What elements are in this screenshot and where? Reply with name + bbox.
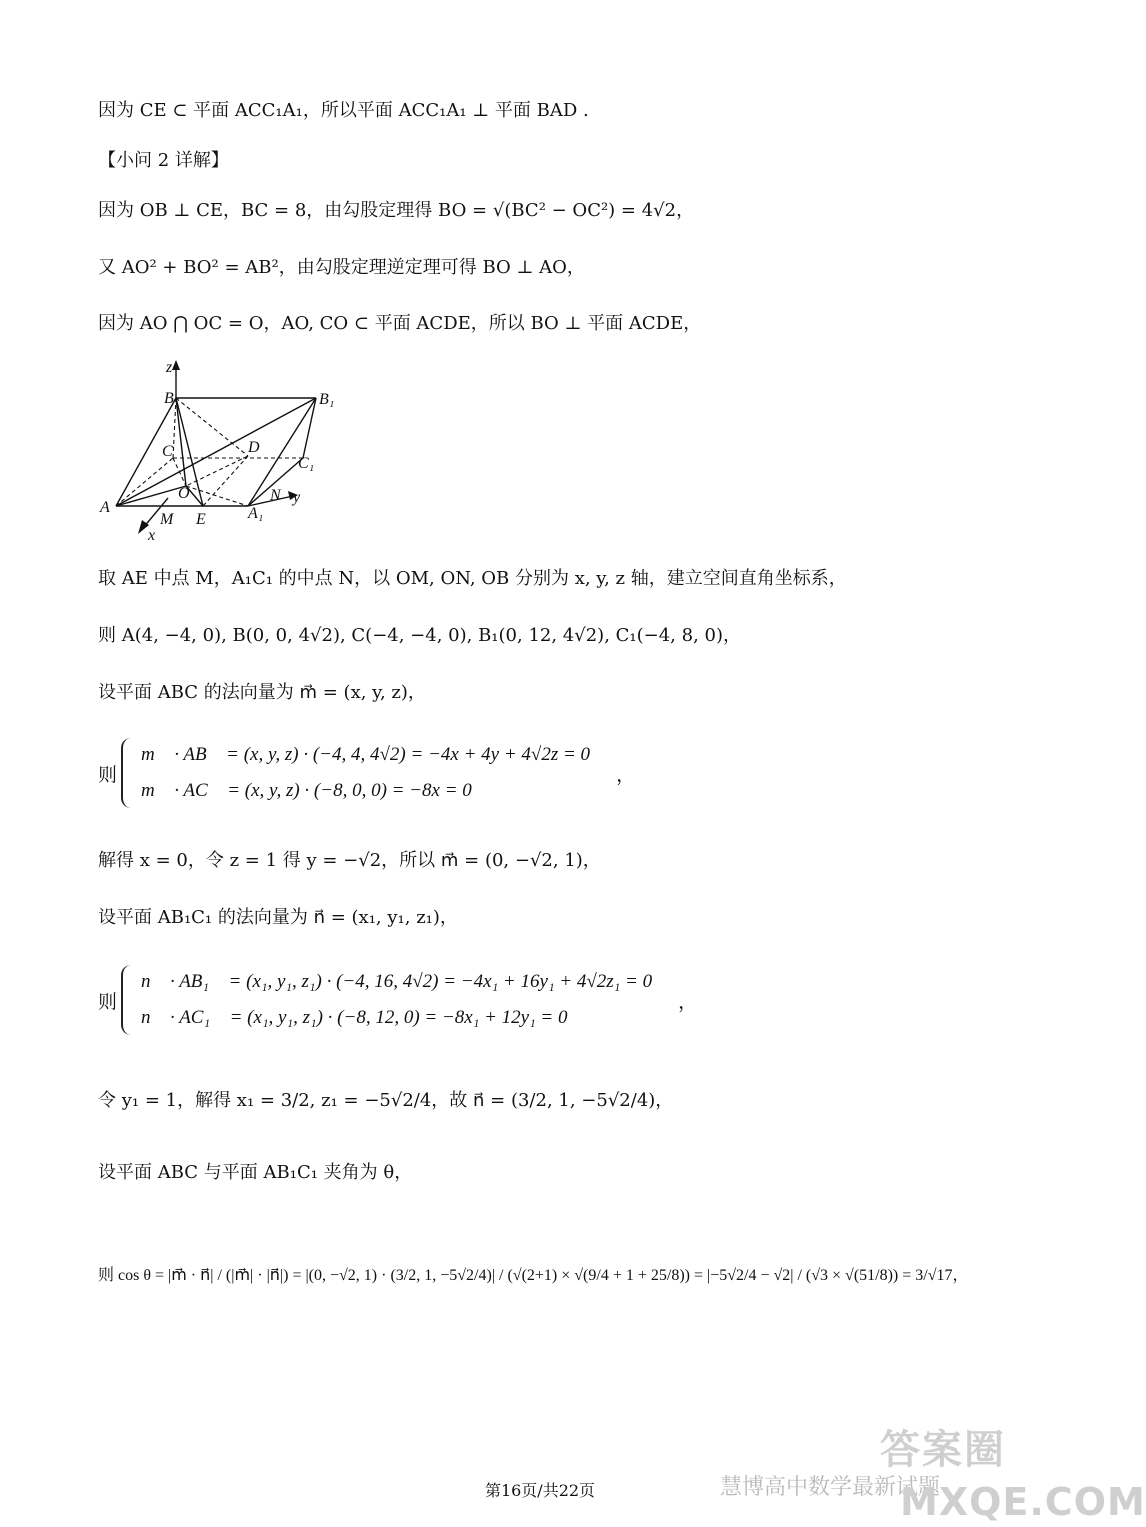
system-2-row-2: n⃗ · AC₁⃗ = (x₁, y₁, z₁) · (−8, 12, 0) = −8x₁ + 12y₁ = 0 [141,1007,568,1028]
text-line-12: 则 cos θ = |m⃗ · n⃗| / (|m⃗| · |n⃗|) = |(0, −√2, 1) · (3/2, 1, −5√2/4)| / (√(2+1) × √(9/4 + 1 + 25/8)) = |−5√2/4 − √2| / (√3 × √(51/8)) = 3/√17， [98,1267,969,1284]
system-1-prefix: 则 [98,764,118,786]
label-N: N [270,487,281,504]
watermark-logo-1: 答案圈 [880,1427,1006,1473]
prism-figure [98,358,338,543]
system-1-row-2: m⃗ · AC⃗ = (x, y, z) · (−8, 0, 0) = −8x = 0 [141,780,472,801]
system-1-tail: ， [616,764,636,786]
text-line-2: 因为 OB ⊥ CE，BC = 8，由勾股定理得 BO = √(BC² − OC²) = 4√2， [98,200,695,221]
text-line-10: 令 y₁ = 1，解得 x₁ = 3/2, z₁ = −5√2/4，故 n⃗ = (3/2, 1, −5√2/4)， [98,1090,674,1111]
label-D: D [248,439,260,456]
label-y: y [293,489,301,506]
text-line-8: 解得 x = 0，令 z = 1 得 y = −√2，所以 m⃗ = (0, −√2, 1)， [98,850,601,871]
label-A: A [100,499,110,516]
text-line-11: 设平面 ABC 与平面 AB₁C₁ 夹角为 θ， [98,1162,413,1183]
label-M: M [160,511,174,528]
system-2-tail: ， [678,991,698,1013]
label-B1: B₁ [319,391,335,408]
label-C: C [162,443,173,460]
text-line-1: 因为 CE ⊂ 平面 ACC₁A₁，所以平面 ACC₁A₁ ⊥ 平面 BAD . [98,100,589,121]
system-1-row-1: m⃗ · AB⃗ = (x, y, z) · (−4, 4, 4√2) = −4x + 4y + 4√2z = 0 [141,744,591,765]
label-z: z [166,359,173,376]
left-brace-icon [121,738,135,808]
equation-system-2 [98,965,697,1035]
text-line-5: 取 AE 中点 M，A₁C₁ 的中点 N，以 OM, ON, OB 分别为 x, y, z 轴，建立空间直角坐标系， [98,568,847,589]
label-x: x [148,527,156,544]
text-line-4: 因为 AO ⋂ OC = O，AO, CO ⊂ 平面 ACDE，所以 BO ⊥ 平面 ACDE， [98,313,702,334]
page-number: 第16页/共22页 [484,1481,596,1500]
text-line-9: 设平面 AB₁C₁ 的法向量为 n⃗ = (x₁, y₁, z₁)， [98,907,458,928]
label-O: O [178,485,190,502]
z-arrow-icon [172,360,180,370]
watermark-logo-2: MXQE.COM [900,1480,1146,1524]
text-line-3: 又 AO² + BO² = AB²，由勾股定理逆定理可得 BO ⊥ AO， [98,257,585,278]
watermark-text: 慧博高中数学最新试题 [720,1475,941,1500]
text-line-6: 则 A(4, −4, 0), B(0, 0, 4√2), C(−4, −4, 0), B₁(0, 12, 4√2), C₁(−4, 8, 0)， [98,625,741,646]
text-line-7: 设平面 ABC 的法向量为 m⃗ = (x, y, z)， [98,682,426,703]
equation-system-1 [98,738,635,808]
section-heading: 【小问 2 详解】 [98,150,229,171]
label-E: E [196,511,206,528]
label-C1: C₁ [298,455,315,472]
system-2-prefix: 则 [98,991,118,1013]
label-A1: A₁ [248,505,264,522]
left-brace-icon [121,965,135,1035]
system-2-row-1: n⃗ · AB₁⃗ = (x₁, y₁, z₁) · (−4, 16, 4√2) = −4x₁ + 16y₁ + 4√2z₁ = 0 [141,971,653,992]
label-B: B [164,390,174,407]
